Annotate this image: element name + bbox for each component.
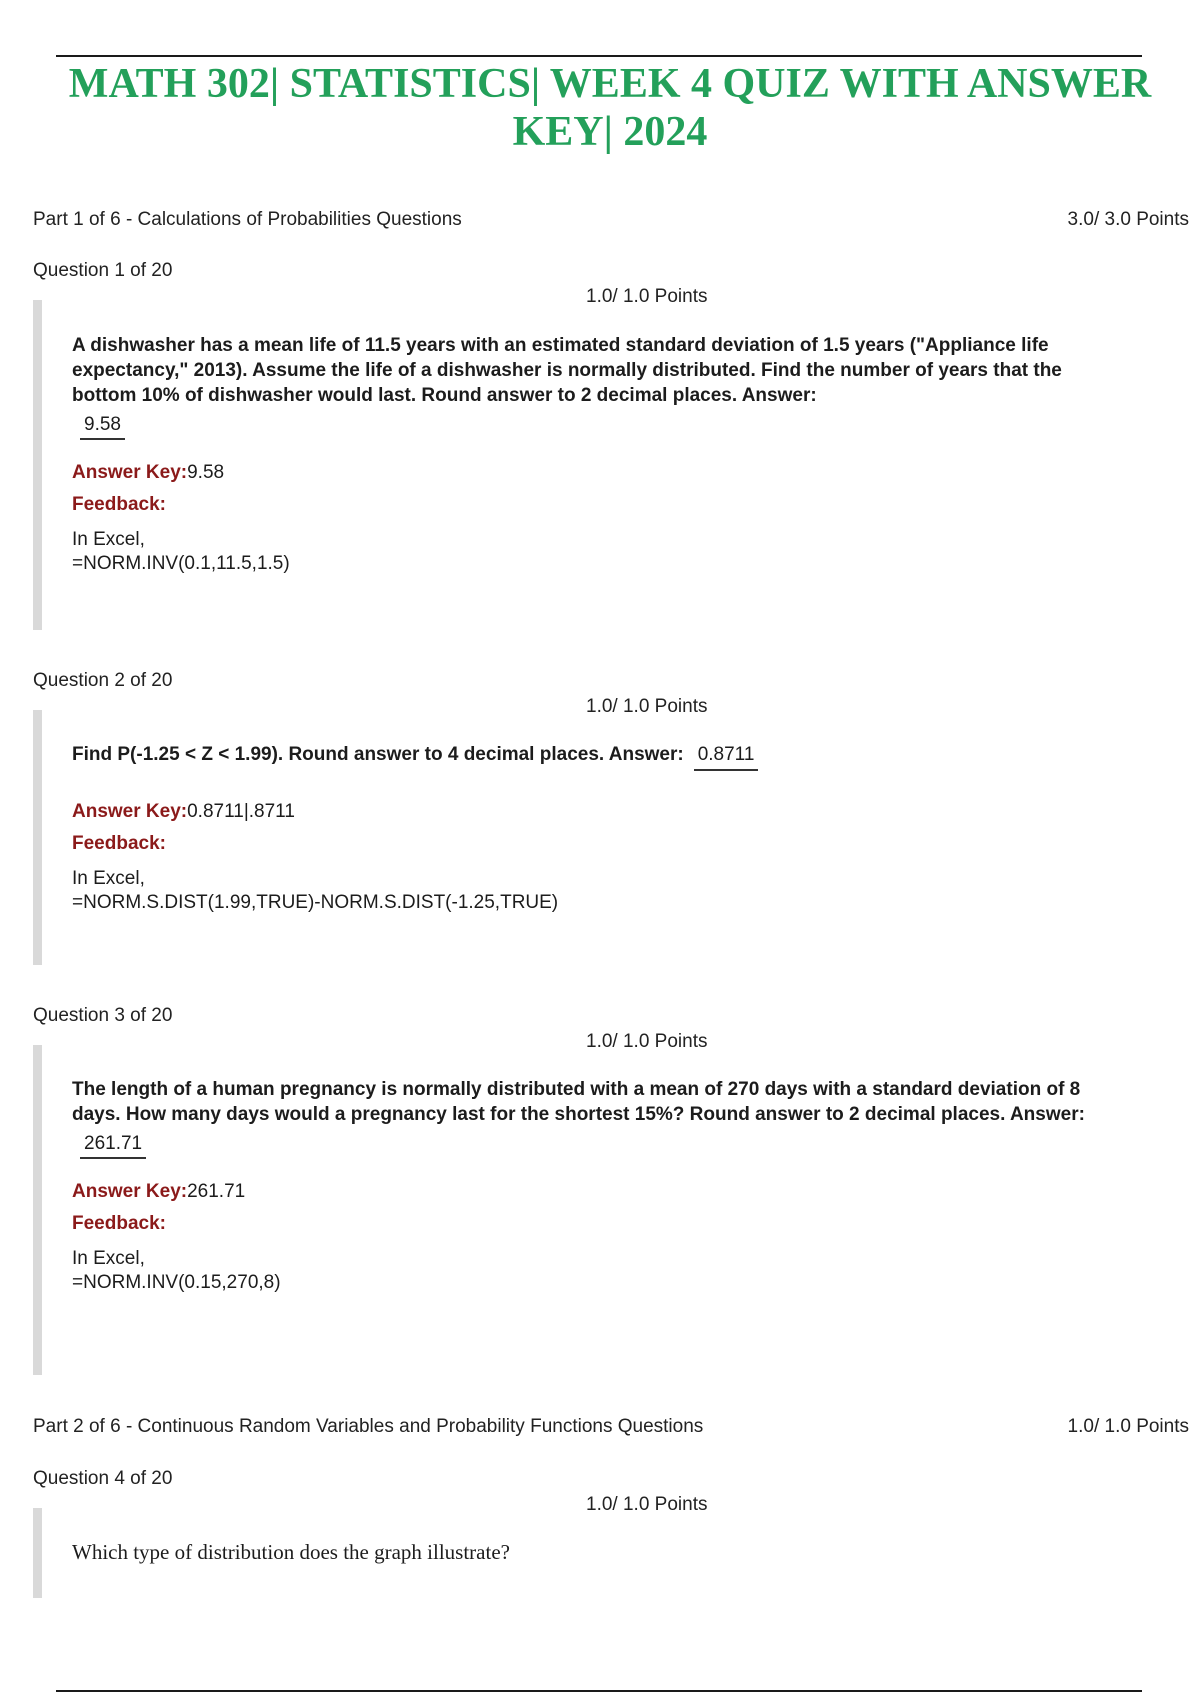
top-rule: [56, 55, 1142, 57]
feedback-line: In Excel,: [72, 529, 145, 550]
question-text: [72, 742, 1121, 771]
feedback-label: Feedback:: [72, 494, 166, 515]
answer-key-value: 261.71: [187, 1181, 246, 1202]
answer-field[interactable]: 9.58: [80, 414, 125, 440]
answer-key-label: Answer Key:: [72, 801, 188, 822]
question-text: Which type of distribution does the graph illustrate?: [72, 1540, 510, 1564]
answer-key: [72, 462, 1121, 484]
answer-field[interactable]: 0.8711: [694, 742, 759, 771]
answer-key-value: 9.58: [187, 462, 225, 483]
question-number: Question 4 of 20: [33, 1468, 173, 1489]
question-number: Question 2 of 20: [33, 670, 173, 691]
question-text: The length of a human pregnancy is normally distributed with a mean of 270 days with a standard deviation of 8 days. How many days would a pregnancy last for the shortest 15%? Round answer to 2 decimal places. Answer:: [72, 1079, 1085, 1125]
part-points: 3.0/ 3.0 Points: [1067, 209, 1189, 230]
question-number: Question 3 of 20: [33, 1005, 173, 1026]
part-label: Part 2 of 6 - Continuous Random Variables and Probability Functions Questions: [33, 1416, 704, 1437]
document-title: MATH 302| STATISTICS| WEEK 4 QUIZ WITH ANSWER KEY| 2024: [68, 61, 1152, 155]
answer-key: [72, 1181, 1121, 1203]
question-points: 1.0/ 1.0 Points: [586, 1031, 708, 1052]
question-points: 1.0/ 1.0 Points: [586, 286, 708, 307]
part-header: [33, 209, 1189, 231]
question-box: [33, 1045, 1133, 1375]
feedback-text: [72, 528, 1121, 576]
feedback-line: In Excel,: [72, 868, 145, 889]
question-text: A dishwasher has a mean life of 11.5 years with an estimated standard deviation of 1.5 years ("Appliance life expectancy," 2013). Assume the life of a dishwasher is normally distributed. Find the number of years that the bottom 10% of dishwasher would last. Round answer to 2 decimal places. Answer:: [72, 335, 1062, 406]
question-box: [33, 1508, 1133, 1598]
bottom-rule: [56, 1690, 1142, 1692]
answer-key: [72, 801, 1121, 823]
answer-key-value: 0.8711|.8711: [187, 801, 295, 822]
question-box: [33, 710, 1133, 965]
answer-key-label: Answer Key:: [72, 462, 188, 483]
feedback-formula: =NORM.S.DIST(1.99,TRUE)-NORM.S.DIST(-1.25,TRUE): [72, 892, 559, 913]
feedback-text: [72, 1247, 1121, 1295]
question-text-content: Find P(-1.25 < Z < 1.99). Round answer to 4 decimal places. Answer:: [72, 744, 684, 765]
feedback-text: [72, 867, 1121, 915]
feedback-formula: =NORM.INV(0.1,11.5,1.5): [72, 553, 290, 574]
feedback-label: Feedback:: [72, 1213, 166, 1234]
answer-key-label: Answer Key:: [72, 1181, 188, 1202]
feedback-formula: =NORM.INV(0.15,270,8): [72, 1272, 281, 1293]
question-number: Question 1 of 20: [33, 260, 173, 281]
part-points: 1.0/ 1.0 Points: [1067, 1416, 1189, 1437]
question-points: 1.0/ 1.0 Points: [586, 1494, 708, 1515]
feedback-line: In Excel,: [72, 1248, 145, 1269]
question-box: [33, 300, 1133, 630]
part-label: Part 1 of 6 - Calculations of Probabilities Questions: [33, 209, 462, 230]
feedback-label: Feedback:: [72, 833, 166, 854]
question-points: 1.0/ 1.0 Points: [586, 696, 708, 717]
part-header: [33, 1416, 1189, 1438]
answer-field[interactable]: 261.71: [80, 1133, 146, 1159]
